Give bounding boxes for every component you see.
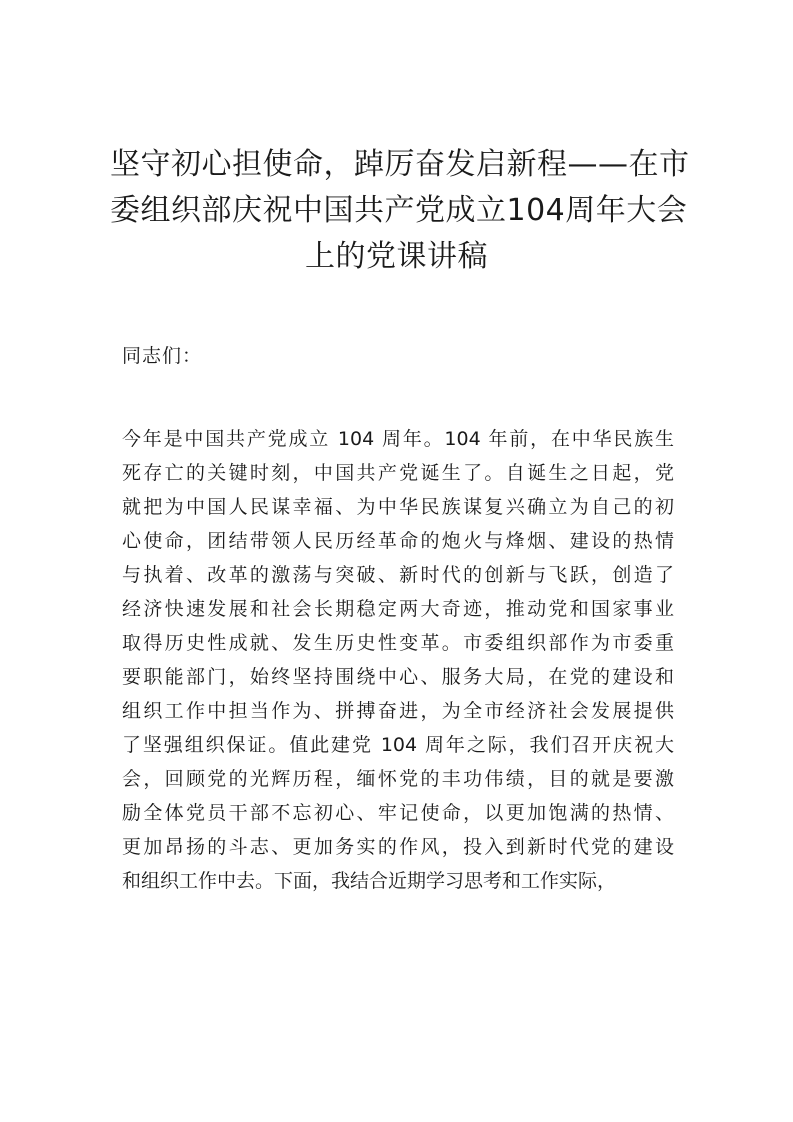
body-line: 心使命，团结带领人民历经革命的炮火与烽烟、建设的热情 xyxy=(122,530,674,552)
body-line: 经济快速发展和社会长期稳定两大奇迹，推动党和国家事业 xyxy=(122,598,674,620)
body-line: 取得历史性成就、发生历史性变革。市委组织部作为市委重 xyxy=(122,632,674,654)
body-line: 会，回顾党的光辉历程，缅怀党的丰功伟绩，目的就是要激 xyxy=(122,768,674,790)
body-line: 要职能部门，始终坚持围绕中心、服务大局，在党的建设和 xyxy=(122,666,674,688)
body-line: 死存亡的关键时刻，中国共产党诞生了。自诞生之日起，党 xyxy=(122,462,674,484)
body-line: 了坚强组织保证。值此建党 104 周年之际，我们召开庆祝大 xyxy=(122,734,674,756)
title-line: 坚守初心担使命，踔厉奋发启新程——在市 xyxy=(110,147,690,183)
title-line: 上的党课讲稿 xyxy=(305,239,488,275)
body-paragraph xyxy=(122,422,674,898)
document-title xyxy=(110,142,690,280)
body-line: 今年是中国共产党成立 104 周年。104 年前，在中华民族生 xyxy=(122,428,674,450)
body-line: 励全体党员干部不忘初心、牢记使命，以更加饱满的热情、 xyxy=(122,802,674,824)
title-line: 委组织部庆祝中国共产党成立104周年大会 xyxy=(110,193,688,229)
body-line: 更加昂扬的斗志、更加务实的作风，投入到新时代党的建设 xyxy=(122,836,674,858)
body-line: 与执着、改革的激荡与突破、新时代的创新与飞跃，创造了 xyxy=(122,564,674,586)
salutation: 同志们： xyxy=(122,345,203,367)
body-line: 组织工作中担当作为、拼搏奋进，为全市经济社会发展提供 xyxy=(122,700,674,722)
body-line: 和组织工作中去。下面，我结合近期学习思考和工作实际， xyxy=(122,870,617,892)
body-line: 就把为中国人民谋幸福、为中华民族谋复兴确立为自己的初 xyxy=(122,496,674,518)
